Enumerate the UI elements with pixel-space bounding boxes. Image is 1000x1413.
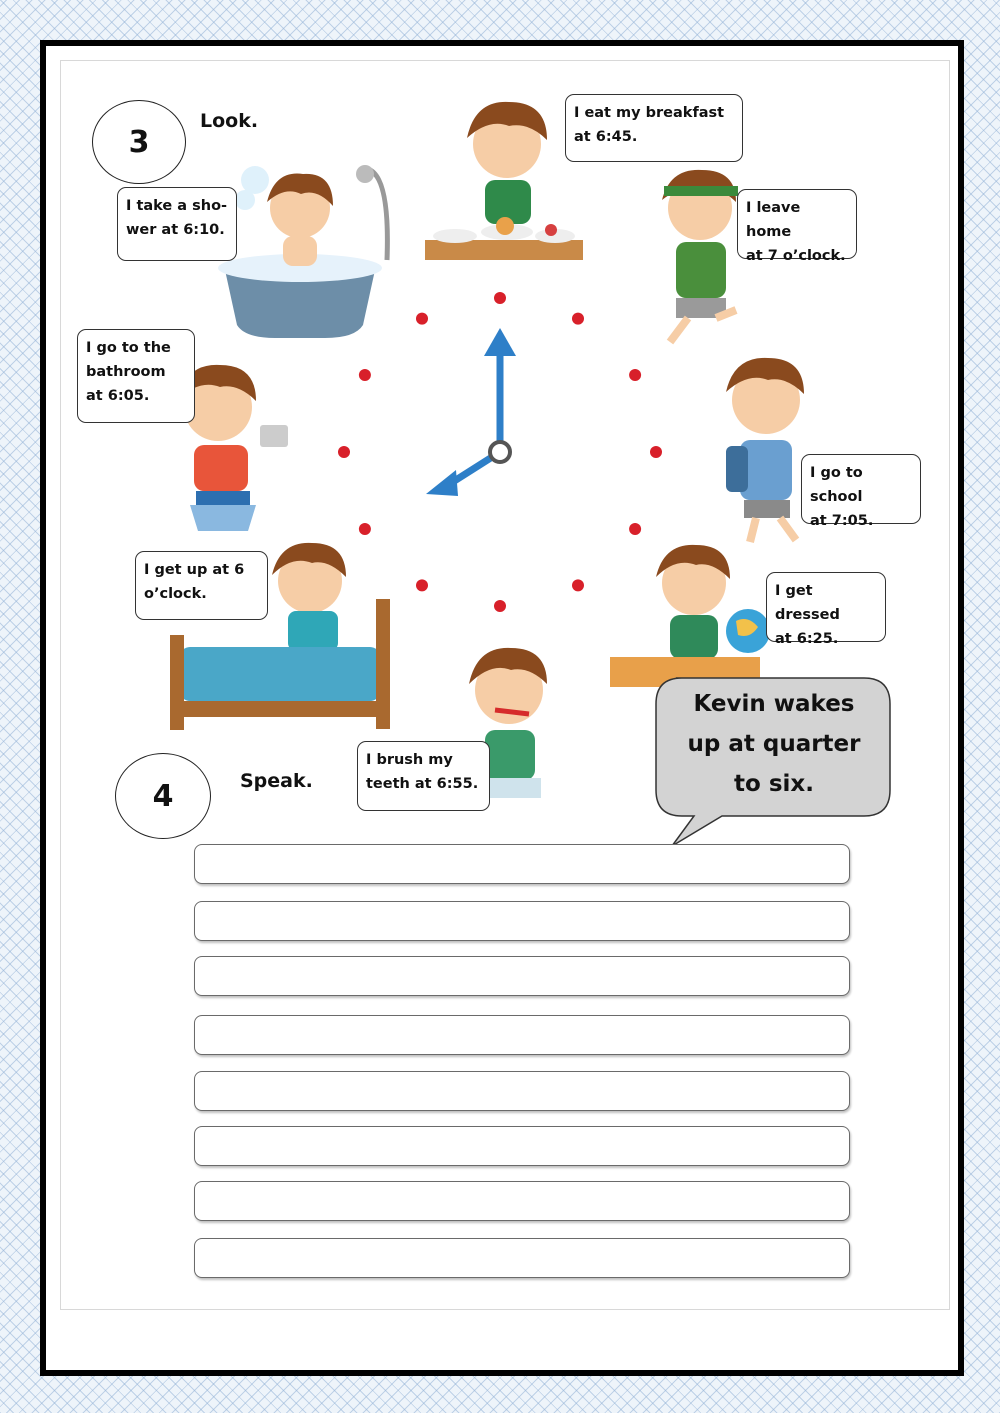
clock-hour-dot (629, 523, 641, 535)
example-sentence: Kevin wakes up at quarter to six. (687, 691, 861, 797)
clock-hour-dot (629, 369, 641, 381)
answer-line-3[interactable] (194, 956, 850, 996)
clock-hour-dot (338, 446, 350, 458)
bubble-shower: I take a sho- wer at 6:10. (117, 187, 237, 261)
section-4-number: 4 (115, 753, 211, 839)
section-3-title: Look. (200, 110, 259, 132)
clock-hour-dot (416, 313, 428, 325)
clock-hour-dot (572, 313, 584, 325)
bubble-breakfast: I eat my breakfast at 6:45. (565, 94, 743, 162)
clock-hour-dot (416, 579, 428, 591)
bubble-dressed: I get dressed at 6:25. (766, 572, 886, 642)
answer-line-5[interactable] (194, 1071, 850, 1111)
dressed-illustration (610, 535, 780, 695)
clock-hour-dot (359, 523, 371, 535)
bubble-get-up: I get up at 6 o’clock. (135, 551, 268, 620)
minute-hand-tip (484, 328, 516, 356)
hour-hand-tip (426, 470, 458, 496)
clock-hour-dot (494, 600, 506, 612)
clock-hour-dot (572, 579, 584, 591)
answer-line-4[interactable] (194, 1015, 850, 1055)
bubble-leave-home: I leave home at 7 o’clock. (737, 189, 857, 259)
clock-hour-dot (650, 446, 662, 458)
breakfast-illustration (425, 92, 585, 262)
answer-line-6[interactable] (194, 1126, 850, 1166)
clock-hands (426, 328, 516, 496)
bubble-school: I go to school at 7:05. (801, 454, 921, 524)
section-3-number: 3 (92, 100, 186, 184)
answer-line-2[interactable] (194, 901, 850, 941)
answer-line-1[interactable] (194, 844, 850, 884)
clock-hour-dot (494, 292, 506, 304)
bubble-bathroom: I go to the bathroom at 6:05. (77, 329, 195, 423)
clock-hour-dot (359, 369, 371, 381)
answer-line-8[interactable] (194, 1238, 850, 1278)
bubble-brush-teeth: I brush my teeth at 6:55. (357, 741, 490, 811)
answer-line-7[interactable] (194, 1181, 850, 1221)
section-4-title: Speak. (240, 770, 313, 792)
clock-center (490, 442, 510, 462)
